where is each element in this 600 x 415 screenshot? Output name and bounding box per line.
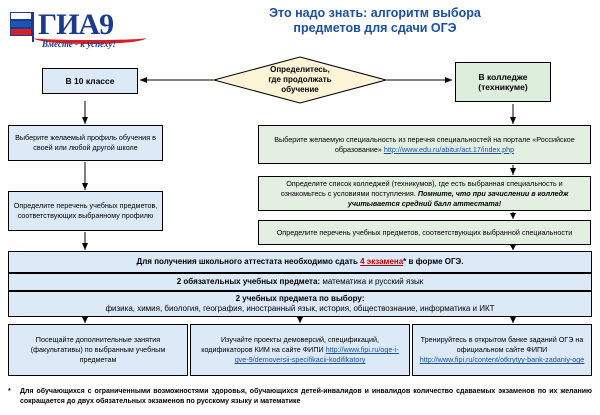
right-step-2-emphasis: Помните, что при зачислении в колледж учитывается средний балл аттестата! — [347, 188, 569, 208]
left-step-1 — [8, 125, 163, 161]
branch-left-box — [42, 68, 138, 94]
branch-right-box — [455, 62, 551, 102]
right-step-3-text: Определите перечень учебных предметов, соответствующих выбранной специальности — [276, 227, 573, 237]
common-row2-bold: 2 обязательных учебных предмета: — [176, 277, 321, 286]
bottom-box-3 — [412, 324, 592, 376]
branch-right-label1: В колледже — [478, 72, 528, 82]
left-step-2 — [8, 191, 163, 231]
common-row-1 — [8, 251, 592, 273]
left-step-2-text: Определите перечень учебных предметов, соответствующих выбранному профилю — [13, 201, 158, 220]
common-row1-highlight: 4 экзамена — [360, 257, 404, 266]
right-step-3 — [258, 220, 591, 245]
right-step-2-text: Определите список колледжей (техникумов), где есть выбранная специальность и ознакомьтесь с условиями поступления. Помните, что при зачислении в колледж учитывается средний балл аттестата! — [280, 178, 569, 208]
branch-right-label2: (техникуме) — [478, 82, 528, 92]
bottom-box-3-link[interactable]: http://www.fipi.ru/content/otkrytyy-bank-zadaniy-oge — [419, 355, 585, 364]
footnote-marker: * — [8, 388, 11, 395]
common-row3-title: 2 учебных предмета по выбору: — [235, 294, 365, 303]
logo-text: ГИА9 — [38, 8, 114, 41]
branch-left-label: В 10 классе — [65, 76, 115, 86]
common-row3-list: физика, химия, биология, география, иностранный язык, история, обществознание, информатика и ИКТ — [105, 304, 495, 313]
right-step-2 — [258, 176, 591, 211]
bottom-box-2-link[interactable]: http://www.fipi.ru/oge-i-gve-9/demoversii-specifikacii-kodifikatory — [234, 345, 399, 364]
footnote — [8, 387, 592, 406]
common-row-2 — [8, 273, 592, 291]
right-step-1 — [258, 125, 591, 164]
footnote-text: Для обучающихся с ограниченными возможностями здоровья, обучающихся детей-инвалидов и инвалидов количество сдаваемых экзаменов по их желанию сокращается до двух обязательных экзаменов по русскому языку и математике — [20, 388, 592, 405]
decision-line2: где продолжать — [268, 75, 332, 84]
logo-slogan: Вместе - к успеху! — [42, 39, 116, 49]
left-step-1-text: Выберите желаемый профиль обучения в своей или любой другой школе — [15, 133, 156, 152]
decision-line3: обучение — [281, 85, 319, 94]
bottom-box-1-text: Посещайте дополнительные занятия (факультативы) по выбранным учебным предметам — [30, 335, 166, 364]
common-row-3 — [8, 291, 592, 317]
common-row1-after: * в форме ОГЭ. — [403, 257, 464, 266]
decision-line1: Определитесь, — [270, 65, 330, 74]
page-title-line2: предметов для сдачи ОГЭ — [293, 21, 457, 35]
right-step-1-link[interactable]: http://www.edu.ru/abitur/act.17/index.php — [383, 144, 515, 154]
bottom-box-3-text: Тренируйтесь в открытом банке заданий ОГЭ на официальном сайте ФИПИ — [420, 335, 584, 354]
bottom-box-1 — [8, 324, 188, 376]
page-title — [165, 6, 585, 36]
logo — [8, 6, 158, 52]
page-title-line1: Это надо знать: алгоритм выбора — [269, 6, 481, 20]
right-step-1-text: Выберите желаемую специальность из перечня специальностей на портале «Российское образование» http://www.edu.ru/abitur/act.17/index.php — [274, 134, 575, 154]
common-row2-rest: математика и русский язык — [320, 277, 424, 286]
bottom-box-2 — [190, 324, 410, 376]
bottom-box-2-text: Изучайте проекты демоверсий, спецификаций, кодификаторов КИМ на сайте ФИПИ — [201, 335, 379, 354]
decision-diamond — [213, 56, 387, 104]
common-row1-before: Для получения школьного аттестата необходимо сдать — [136, 257, 361, 266]
decision-label — [213, 56, 387, 104]
flag-icon — [10, 12, 36, 42]
